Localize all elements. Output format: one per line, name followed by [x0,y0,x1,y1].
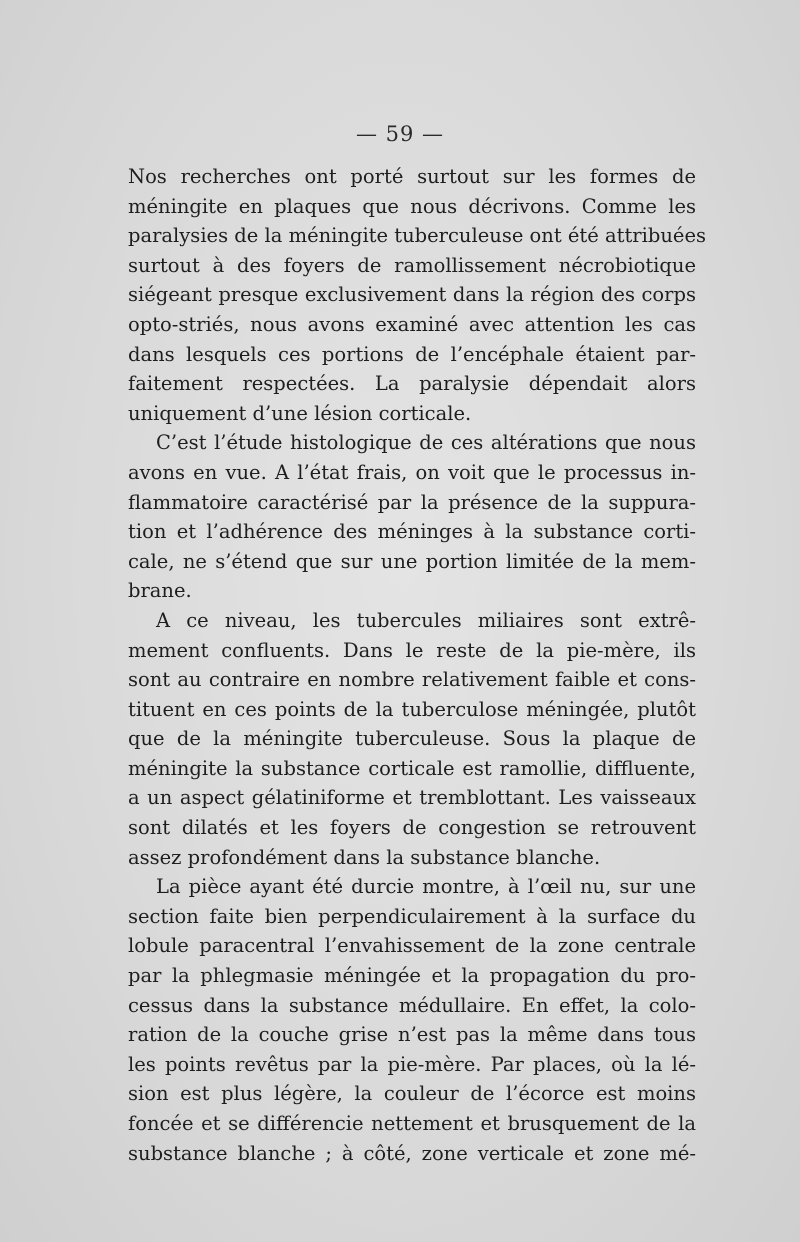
text-line: flammatoire caractérisé par la présence de la suppura- [128,490,696,514]
text-line: mement confluents. Dans le reste de la pie-mère, ils [128,638,696,662]
text-line: a un aspect gélatiniforme et tremblottant. Les vaisseaux [128,786,696,810]
text-line: sion est plus légère, la couleur de l’écorce est moins [128,1082,696,1106]
page-number: — 59 — [355,122,445,146]
text-line: par la phlegmasie méningée et la propagation du pro- [128,964,696,988]
text-line: dans lesquels ces portions de l’encéphale étaient par- [128,342,696,366]
text-line: ration de la couche grise n’est pas la même dans tous [128,1023,696,1047]
text-line: méningite la substance corticale est ramollie, diffluente, [128,756,696,780]
text-line: A ce niveau, les tubercules miliaires sont extrê- [156,608,696,632]
text-line: substance blanche ; à côté, zone verticale et zone mé- [128,1141,696,1165]
text-line: La pièce ayant été durcie montre, à l’œil nu, sur une [156,875,696,899]
text-line: opto-striés, nous avons examiné avec attention les cas [128,312,696,336]
text-line: section faite bien perpendiculairement à la surface du [128,904,696,928]
paragraph-2 [128,428,696,606]
body-text [128,162,706,1168]
text-line: Nos recherches ont porté surtout sur les formes de [128,165,696,188]
text-line: tituent en ces points de la tuberculose méningée, plutôt [128,697,696,721]
text-line: surtout à des foyers de ramollissement nécrobiotique [128,253,696,277]
text-line: C’est l’étude histologique de ces altérations que nous [156,431,696,455]
text-line: faitement respectées. La paralysie dépendait alors [128,372,696,396]
text-line: lobule paracentral l’envahissement de la zone centrale [128,934,696,958]
text-line: assez profondément dans la substance blanche. [128,845,601,869]
text-line: que de la méningite tuberculeuse. Sous la plaque de [128,727,696,751]
paragraph-1 [128,162,706,428]
paragraph-4 [128,872,696,1168]
text-line: uniquement d’une lésion corticale. [128,401,472,425]
text-line: sont dilatés et les foyers de congestion se retrouvent [128,816,696,840]
text-line: cessus dans la substance médullaire. En effet, la colo- [128,993,696,1017]
text-line: avons en vue. A l’état frais, on voit que le processus in- [128,460,696,484]
text-line: tion et l’adhérence des méninges à la substance corti- [128,520,696,544]
text-line: paralysies de la méningite tuberculeuse ont été attribuées [128,224,706,248]
text-line: sont au contraire en nombre relativement faible et cons- [128,668,696,692]
paragraph-3 [128,606,696,872]
text-line: les points revêtus par la pie-mère. Par places, où la lé- [128,1052,696,1076]
text-line: cale, ne s’étend que sur une portion limitée de la mem- [128,549,696,573]
text-line: brane. [128,579,192,603]
text-line: méningite en plaques que nous décrivons. Comme les [128,194,696,218]
text-line: siégeant presque exclusivement dans la région des corps [128,283,696,307]
text-line: foncée et se différencie nettement et brusquement de la [128,1112,696,1135]
